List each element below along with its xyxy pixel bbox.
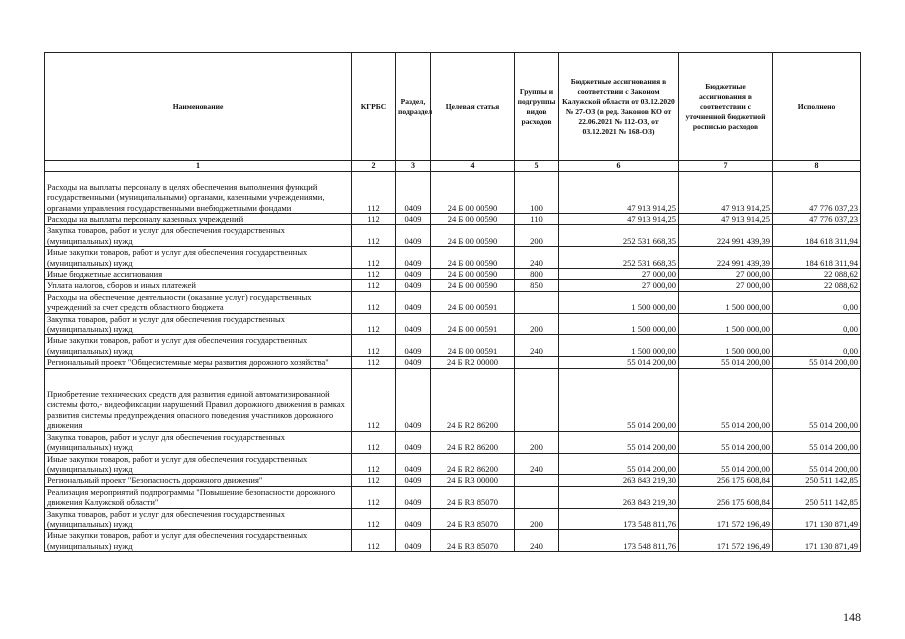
cell-executed: 250 511 142,85 <box>773 486 861 508</box>
cell-target-article: 24 Б R2 00000 <box>431 357 515 368</box>
cell-section: 0409 <box>396 357 431 368</box>
cell-refined-allocation: 55 014 200,00 <box>679 431 773 453</box>
cell-law-allocation: 55 014 200,00 <box>559 453 679 475</box>
cell-name: Региональный проект "Общесистемные меры развития дорожного хозяйства" <box>45 357 352 368</box>
cell-executed: 184 618 311,94 <box>773 247 861 269</box>
cell-name: Реализация мероприятий подпрограммы "Повышение безопасности дорожного движения Калужской области" <box>45 486 352 508</box>
cell-kgrbs: 112 <box>352 486 396 508</box>
cell-law-allocation: 47 913 914,25 <box>559 214 679 225</box>
cell-name: Закупка товаров, работ и услуг для обеспечения государственных (муниципальных) нужд <box>45 225 352 247</box>
cell-section: 0409 <box>396 313 431 335</box>
cell-expense-group <box>515 486 559 508</box>
cell-law-allocation: 1 500 000,00 <box>559 335 679 357</box>
table-row <box>45 291 861 313</box>
cell-expense-group: 200 <box>515 225 559 247</box>
cell-executed: 0,00 <box>773 291 861 313</box>
cell-executed: 22 088,62 <box>773 269 861 280</box>
cell-section: 0409 <box>396 225 431 247</box>
cell-refined-allocation: 171 572 196,49 <box>679 508 773 530</box>
table-row <box>45 368 861 431</box>
cell-kgrbs: 112 <box>352 313 396 335</box>
cell-section: 0409 <box>396 530 431 552</box>
cell-kgrbs: 112 <box>352 269 396 280</box>
cell-section: 0409 <box>396 335 431 357</box>
cell-target-article: 24 Б 00 00590 <box>431 214 515 225</box>
cell-law-allocation: 27 000,00 <box>559 280 679 291</box>
cell-target-article: 24 Б 00 00591 <box>431 313 515 335</box>
cell-kgrbs: 112 <box>352 508 396 530</box>
cell-law-allocation: 173 548 811,76 <box>559 508 679 530</box>
cell-refined-allocation: 224 991 439,39 <box>679 247 773 269</box>
table-row <box>45 475 861 486</box>
cell-refined-allocation: 256 175 608,84 <box>679 486 773 508</box>
cell-section: 0409 <box>396 247 431 269</box>
cell-refined-allocation: 27 000,00 <box>679 269 773 280</box>
table-row <box>45 280 861 291</box>
cell-kgrbs: 112 <box>352 214 396 225</box>
cell-kgrbs: 112 <box>352 172 396 214</box>
cell-expense-group: 110 <box>515 214 559 225</box>
cell-executed: 55 014 200,00 <box>773 453 861 475</box>
cell-executed: 47 776 037,23 <box>773 214 861 225</box>
cell-name: Закупка товаров, работ и услуг для обеспечения государственных (муниципальных) нужд <box>45 313 352 335</box>
cell-refined-allocation: 55 014 200,00 <box>679 368 773 431</box>
cell-name: Иные бюджетные ассигнования <box>45 269 352 280</box>
cell-target-article: 24 Б 00 00591 <box>431 335 515 357</box>
column-number: 8 <box>773 161 861 172</box>
cell-name: Приобретение технических средств для развития единой автоматизированной системы фото,- видеофиксации нарушений Правил дорожного движения в рамках развития системы предупреждения опасного поведения участников дорожного движения <box>45 368 352 431</box>
cell-expense-group: 100 <box>515 172 559 214</box>
cell-law-allocation: 55 014 200,00 <box>559 431 679 453</box>
cell-section: 0409 <box>396 475 431 486</box>
cell-executed: 171 130 871,49 <box>773 530 861 552</box>
cell-law-allocation: 252 531 668,35 <box>559 225 679 247</box>
cell-kgrbs: 112 <box>352 291 396 313</box>
header-law-allocations: Бюджетные ассигнования в соответствии с Законом Калужской области от 03.12.2020 № 27-ОЗ (в ред. Законов КО от 22.06.2021 № 112-ОЗ, от 03.12.2021 № 168-ОЗ) <box>559 53 679 161</box>
header-kgrbs: КГРБС <box>352 53 396 161</box>
cell-expense-group <box>515 357 559 368</box>
cell-expense-group: 200 <box>515 313 559 335</box>
table-row <box>45 508 861 530</box>
column-number: 5 <box>515 161 559 172</box>
cell-section: 0409 <box>396 172 431 214</box>
cell-kgrbs: 112 <box>352 247 396 269</box>
header-row <box>45 53 861 161</box>
cell-expense-group <box>515 368 559 431</box>
cell-expense-group: 240 <box>515 530 559 552</box>
cell-refined-allocation: 27 000,00 <box>679 280 773 291</box>
cell-law-allocation: 263 843 219,30 <box>559 475 679 486</box>
cell-name: Иные закупки товаров, работ и услуг для обеспечения государственных (муниципальных) нужд <box>45 247 352 269</box>
header-refined-allocations: Бюджетные ассигнования в соответствии с уточненной бюджетной росписью расходов <box>679 53 773 161</box>
table-row <box>45 269 861 280</box>
table-row <box>45 214 861 225</box>
page-number: 148 <box>843 610 861 624</box>
cell-refined-allocation: 1 500 000,00 <box>679 335 773 357</box>
cell-refined-allocation: 1 500 000,00 <box>679 313 773 335</box>
cell-kgrbs: 112 <box>352 431 396 453</box>
cell-expense-group: 200 <box>515 508 559 530</box>
cell-executed: 22 088,62 <box>773 280 861 291</box>
cell-law-allocation: 27 000,00 <box>559 269 679 280</box>
table-row <box>45 357 861 368</box>
table-row <box>45 431 861 453</box>
cell-target-article: 24 Б R2 86200 <box>431 453 515 475</box>
cell-refined-allocation: 55 014 200,00 <box>679 357 773 368</box>
table-row <box>45 247 861 269</box>
cell-kgrbs: 112 <box>352 335 396 357</box>
cell-name: Закупка товаров, работ и услуг для обеспечения государственных (муниципальных) нужд <box>45 508 352 530</box>
cell-refined-allocation: 256 175 608,84 <box>679 475 773 486</box>
cell-section: 0409 <box>396 269 431 280</box>
cell-refined-allocation: 55 014 200,00 <box>679 453 773 475</box>
cell-section: 0409 <box>396 508 431 530</box>
table-row <box>45 486 861 508</box>
cell-expense-group: 800 <box>515 269 559 280</box>
cell-target-article: 24 Б 00 00590 <box>431 225 515 247</box>
cell-kgrbs: 112 <box>352 453 396 475</box>
cell-executed: 55 014 200,00 <box>773 431 861 453</box>
cell-section: 0409 <box>396 368 431 431</box>
cell-refined-allocation: 224 991 439,39 <box>679 225 773 247</box>
cell-target-article: 24 Б 00 00590 <box>431 280 515 291</box>
table-row <box>45 172 861 214</box>
column-number: 1 <box>45 161 352 172</box>
cell-executed: 171 130 871,49 <box>773 508 861 530</box>
cell-expense-group: 240 <box>515 453 559 475</box>
header-executed: Исполнено <box>773 53 861 161</box>
cell-law-allocation: 173 548 811,76 <box>559 530 679 552</box>
cell-expense-group <box>515 291 559 313</box>
cell-name: Расходы на обеспечение деятельности (оказание услуг) государственных учреждений за счет средств областного бюджета <box>45 291 352 313</box>
table-row <box>45 225 861 247</box>
cell-target-article: 24 Б 00 00590 <box>431 269 515 280</box>
cell-executed: 47 776 037,23 <box>773 172 861 214</box>
cell-expense-group: 240 <box>515 247 559 269</box>
cell-refined-allocation: 47 913 914,25 <box>679 172 773 214</box>
cell-name: Иные закупки товаров, работ и услуг для обеспечения государственных (муниципальных) нужд <box>45 530 352 552</box>
header-expense-group: Группы и подгруппы видов расходов <box>515 53 559 161</box>
cell-executed: 250 511 142,85 <box>773 475 861 486</box>
table-row <box>45 335 861 357</box>
cell-refined-allocation: 1 500 000,00 <box>679 291 773 313</box>
cell-kgrbs: 112 <box>352 475 396 486</box>
cell-section: 0409 <box>396 214 431 225</box>
table-body <box>45 172 861 552</box>
cell-law-allocation: 1 500 000,00 <box>559 313 679 335</box>
cell-law-allocation: 1 500 000,00 <box>559 291 679 313</box>
cell-name: Региональный проект "Безопасность дорожного движения" <box>45 475 352 486</box>
cell-expense-group: 200 <box>515 431 559 453</box>
cell-target-article: 24 Б 00 00590 <box>431 247 515 269</box>
column-number-row <box>45 161 861 172</box>
cell-name: Расходы на выплаты персоналу в целях обеспечения выполнения функций государственными (муниципальными) органами, казенными учреждениями, органами управления государственными внебюджетными фондами <box>45 172 352 214</box>
cell-executed: 55 014 200,00 <box>773 368 861 431</box>
cell-target-article: 24 Б 00 00591 <box>431 291 515 313</box>
cell-section: 0409 <box>396 453 431 475</box>
cell-name: Иные закупки товаров, работ и услуг для обеспечения государственных (муниципальных) нужд <box>45 335 352 357</box>
budget-table <box>44 52 861 552</box>
cell-name: Закупка товаров, работ и услуг для обеспечения государственных (муниципальных) нужд <box>45 431 352 453</box>
column-number: 7 <box>679 161 773 172</box>
header-target-article: Целевая статья <box>431 53 515 161</box>
cell-executed: 0,00 <box>773 313 861 335</box>
column-number: 3 <box>396 161 431 172</box>
cell-law-allocation: 55 014 200,00 <box>559 368 679 431</box>
cell-target-article: 24 Б R3 85070 <box>431 508 515 530</box>
cell-target-article: 24 Б R3 85070 <box>431 486 515 508</box>
cell-expense-group: 850 <box>515 280 559 291</box>
cell-executed: 55 014 200,00 <box>773 357 861 368</box>
cell-target-article: 24 Б R3 85070 <box>431 530 515 552</box>
cell-kgrbs: 112 <box>352 368 396 431</box>
column-number: 6 <box>559 161 679 172</box>
cell-kgrbs: 112 <box>352 225 396 247</box>
cell-law-allocation: 252 531 668,35 <box>559 247 679 269</box>
cell-refined-allocation: 171 572 196,49 <box>679 530 773 552</box>
cell-name: Расходы на выплаты персоналу казенных учреждений <box>45 214 352 225</box>
cell-name: Уплата налогов, сборов и иных платежей <box>45 280 352 291</box>
table-row <box>45 530 861 552</box>
cell-law-allocation: 263 843 219,30 <box>559 486 679 508</box>
cell-section: 0409 <box>396 291 431 313</box>
cell-target-article: 24 Б R3 00000 <box>431 475 515 486</box>
table-row <box>45 453 861 475</box>
cell-name: Иные закупки товаров, работ и услуг для обеспечения государственных (муниципальных) нужд <box>45 453 352 475</box>
cell-kgrbs: 112 <box>352 530 396 552</box>
cell-kgrbs: 112 <box>352 357 396 368</box>
cell-target-article: 24 Б R2 86200 <box>431 431 515 453</box>
cell-executed: 184 618 311,94 <box>773 225 861 247</box>
cell-target-article: 24 Б R2 86200 <box>431 368 515 431</box>
cell-law-allocation: 55 014 200,00 <box>559 357 679 368</box>
cell-expense-group: 240 <box>515 335 559 357</box>
cell-refined-allocation: 47 913 914,25 <box>679 214 773 225</box>
cell-section: 0409 <box>396 486 431 508</box>
cell-expense-group <box>515 475 559 486</box>
column-number: 2 <box>352 161 396 172</box>
header-section: Раздел, подраздел <box>396 53 431 161</box>
cell-kgrbs: 112 <box>352 280 396 291</box>
column-number: 4 <box>431 161 515 172</box>
table-row <box>45 313 861 335</box>
cell-section: 0409 <box>396 280 431 291</box>
cell-target-article: 24 Б 00 00590 <box>431 172 515 214</box>
header-name: Наименование <box>45 53 352 161</box>
cell-section: 0409 <box>396 431 431 453</box>
cell-law-allocation: 47 913 914,25 <box>559 172 679 214</box>
cell-executed: 0,00 <box>773 335 861 357</box>
